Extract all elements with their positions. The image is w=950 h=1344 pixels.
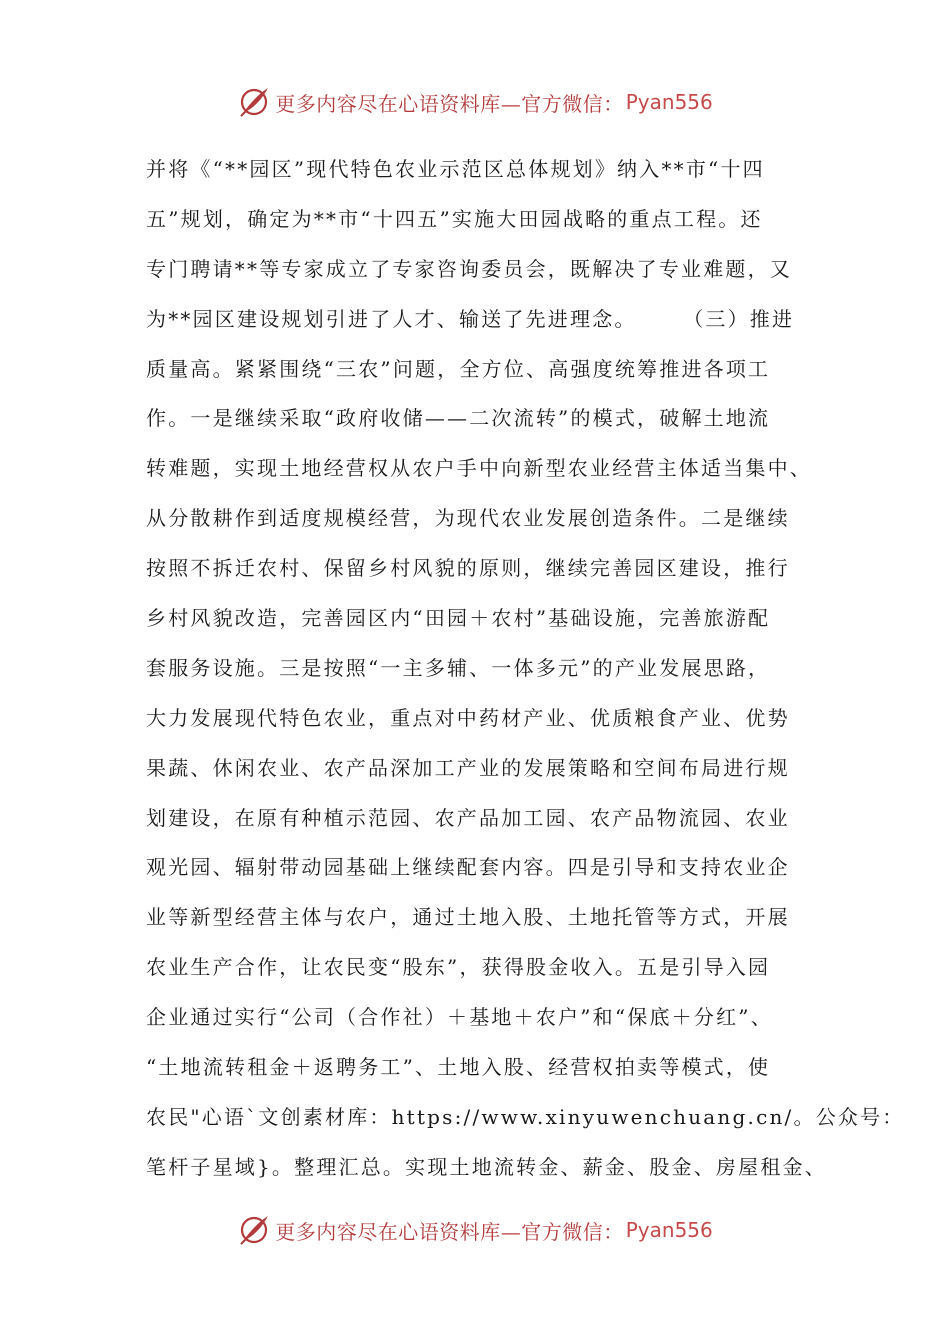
footer-banner-wechat-id: Pyan556 (625, 1218, 713, 1242)
body-text-line: 果蔬、休闲农业、农产品深加工产业的发展策略和空间布局进行规 (146, 755, 790, 780)
body-text-line: 划建设，在原有种植示范园、农产品加工园、农产品物流园、农业 (146, 805, 790, 830)
body-text-line: 为**园区建设规划引进了人才、输送了先进理念。 （三）推进 (146, 306, 795, 331)
footer-banner-text: 更多内容尽在心语资料库—官方微信： (275, 1219, 624, 1244)
body-text-line: “土地流转租金＋返聘务工”、土地入股、经营权拍卖等模式，使 (146, 1055, 771, 1080)
body-text-line: 业等新型经营主体与农户，通过土地入股、土地托管等方式，开展 (146, 905, 790, 930)
body-text-line: 按照不拆迁农村、保留乡村风貌的原则，继续完善园区建设，推行 (146, 556, 790, 581)
body-text-line: 作。一是继续采取“政府收储——二次流转”的模式，破解土地流 (146, 406, 771, 431)
body-text-line: 并将《“**园区”现代特色农业示范区总体规划》纳入**市“十四 (146, 157, 765, 181)
body-text-line: 专门聘请**等专家成立了专家咨询委员会，既解决了专业难题，又 (146, 256, 792, 281)
body-text-line: 乡村风貌改造，完善园区内“田园＋农村”基础设施，完善旅游配 (146, 606, 771, 631)
header-banner-text: 更多内容尽在心语资料库—官方微信： (275, 91, 624, 116)
body-text-line: 观光园、辐射带动园基础上继续配套内容。四是引导和支持农业企 (146, 855, 790, 880)
body-text-line: 转难题，实现土地经营权从农户手中向新型农业经营主体适当集中、 (146, 456, 812, 481)
body-text-line: 大力发展现代特色农业，重点对中药材产业、优质粮食产业、优势 (146, 705, 790, 730)
body-text-line: 农业生产合作，让农民变“股东”，获得股金收入。五是引导入园 (146, 955, 771, 980)
quill-logo-icon (237, 1213, 271, 1247)
body-text-line: 企业通过实行“公司（合作社）＋基地＋农户”和“保底＋分红”、 (146, 1005, 773, 1030)
body-text-line: 质量高。紧紧围绕“三农”问题，全方位、高强度统筹推进各项工 (146, 356, 771, 381)
body-text-line: 笔杆子星域}。整理汇总。实现土地流转金、薪金、股金、房屋租金、 (146, 1154, 827, 1179)
body-text-line: 农民"心语`文创素材库：https://www.xinyuwenchuang.cn/。公众号： (146, 1104, 905, 1129)
body-text-line: 从分散耕作到适度规模经营，为现代农业发展创造条件。二是继续 (146, 506, 790, 531)
footer-banner (0, 1210, 950, 1250)
quill-logo-icon (237, 85, 271, 119)
body-text-line: 套服务设施。三是按照“一主多辅、一体多元”的产业发展思路， (146, 655, 771, 680)
document-body (146, 150, 905, 1198)
body-text-line: 五”规划，确定为**市“十四五”实施大田园战略的重点工程。还 (146, 206, 763, 231)
header-banner-wechat-id: Pyan556 (625, 90, 713, 114)
header-banner (0, 82, 950, 122)
